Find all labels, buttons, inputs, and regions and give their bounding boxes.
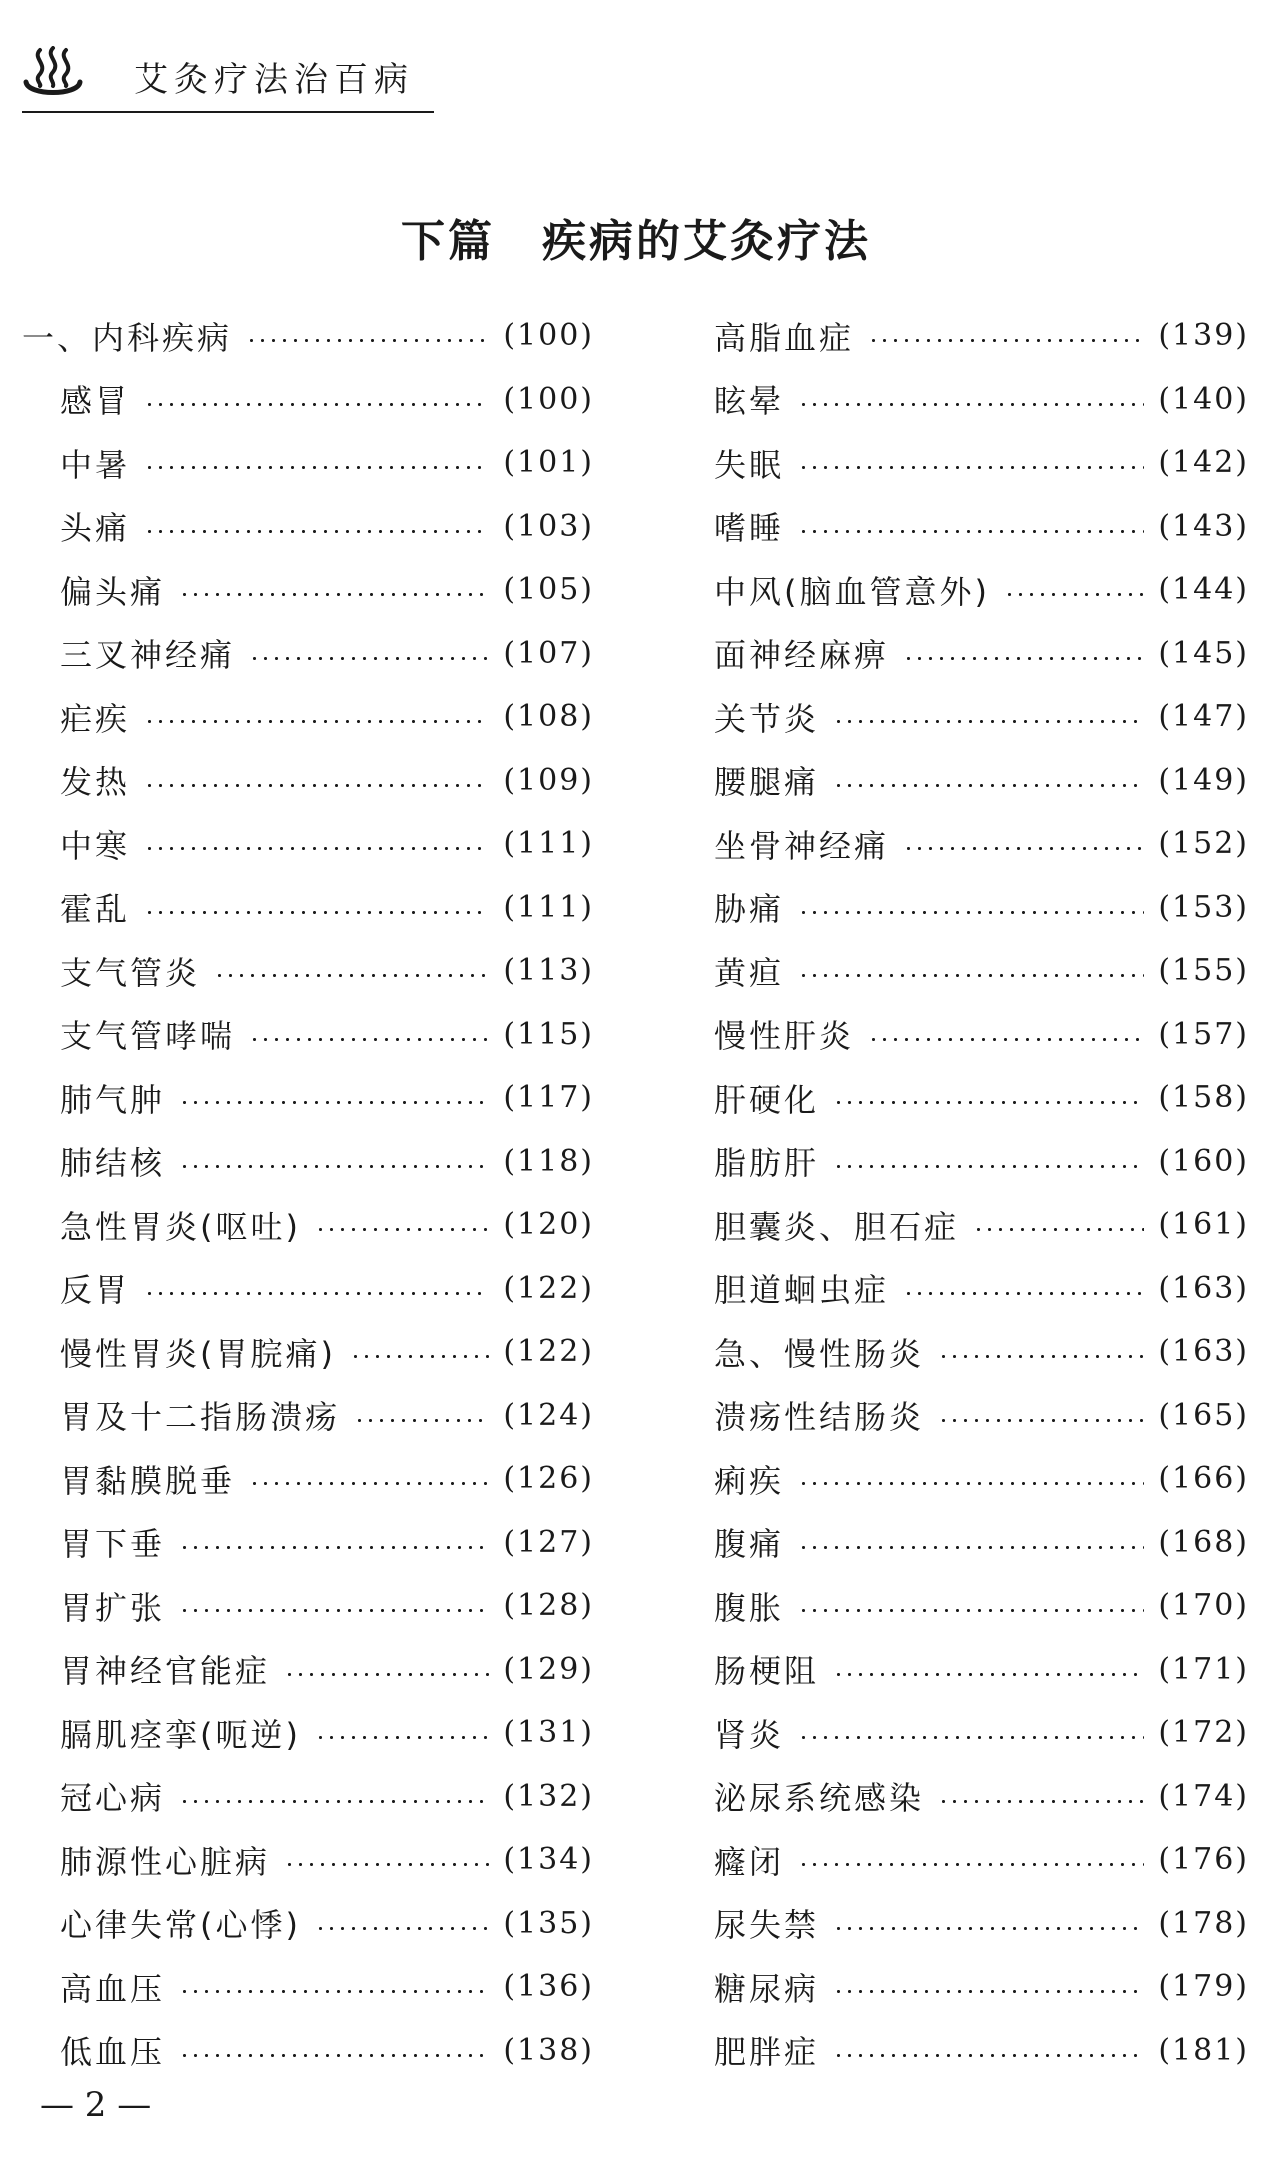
toc-entry	[714, 812, 1249, 876]
toc-entry-page: (100)	[503, 381, 594, 417]
toc-entry-title: 痢疾	[714, 1461, 785, 1500]
dot-leader	[798, 466, 1144, 469]
dot-leader	[798, 974, 1144, 977]
toc-entry-page: (163)	[1158, 1270, 1249, 1306]
toc-entry-page: (166)	[1158, 1461, 1249, 1497]
toc-entry	[22, 1066, 594, 1130]
toc-entry	[714, 304, 1249, 368]
toc-entry-title: 腹痛	[714, 1525, 785, 1564]
toc-entry-page: (157)	[1158, 1016, 1249, 1052]
running-header	[22, 40, 434, 112]
toc-entry	[714, 1447, 1249, 1511]
toc-entry-title: 肝硬化	[714, 1080, 820, 1119]
dot-leader	[315, 1228, 489, 1231]
dot-leader	[798, 1482, 1144, 1485]
dot-leader	[798, 1546, 1144, 1549]
dot-leader	[938, 1419, 1144, 1422]
toc-entry	[22, 1320, 594, 1384]
dot-leader	[249, 657, 489, 660]
toc-entry-title: 发热	[60, 763, 131, 802]
toc-entry	[714, 1955, 1249, 2019]
toc-entry-page: (132)	[503, 1778, 594, 1814]
toc-entry	[714, 1003, 1249, 1067]
toc-entry-title: 高血压	[60, 1969, 166, 2008]
dot-leader	[903, 657, 1144, 660]
dot-leader	[903, 847, 1144, 850]
toc-entry-title: 胃下垂	[60, 1525, 166, 1564]
toc-entry-title: 胆囊炎、胆石症	[714, 1207, 960, 1246]
dot-leader	[833, 1165, 1144, 1168]
toc-entry	[22, 1955, 594, 2019]
toc-entry-title: 失眠	[714, 445, 785, 484]
toc-entry	[22, 431, 594, 495]
toc-entry	[714, 1511, 1249, 1575]
dot-leader	[179, 593, 489, 596]
dot-leader	[249, 1038, 489, 1041]
toc-entry-page: (115)	[503, 1016, 594, 1052]
dot-leader	[284, 1673, 489, 1676]
header-rule	[22, 111, 434, 113]
toc-entry	[22, 1193, 594, 1257]
toc-entry	[22, 2019, 594, 2083]
dot-leader	[246, 339, 489, 342]
toc-entry-title: 感冒	[60, 382, 131, 421]
dot-leader	[798, 1863, 1144, 1866]
dot-leader	[833, 1927, 1144, 1930]
dot-leader	[833, 720, 1144, 723]
toc-entry	[714, 1892, 1249, 1956]
toc-entry-title: 糖尿病	[714, 1969, 820, 2008]
toc-entry	[714, 1384, 1249, 1448]
dot-leader	[179, 1609, 489, 1612]
toc-entry-title: 心律失常(心悸)	[60, 1906, 301, 1945]
toc-entry-title: 胆道蛔虫症	[714, 1271, 890, 1310]
toc-entry-page: (179)	[1158, 1969, 1249, 2005]
toc-entry	[22, 558, 594, 622]
toc-entry-title: 肠梗阻	[714, 1652, 820, 1691]
toc-entry-page: (124)	[503, 1397, 594, 1433]
toc-entry-title: 高脂血症	[714, 318, 855, 357]
dot-leader	[179, 1165, 489, 1168]
dot-leader	[350, 1355, 489, 1358]
dot-leader	[144, 403, 489, 406]
dot-leader	[179, 1990, 489, 1993]
toc-entry	[22, 1003, 594, 1067]
toc-entry-page: (142)	[1158, 445, 1249, 481]
dot-leader	[798, 530, 1144, 533]
toc-entry-title: 尿失禁	[714, 1906, 820, 1945]
dot-leader	[179, 1546, 489, 1549]
dot-leader	[833, 1990, 1144, 1993]
dot-leader	[973, 1228, 1144, 1231]
toc-entry-title: 肥胖症	[714, 2033, 820, 2072]
toc-entry-page: (163)	[1158, 1334, 1249, 1370]
steam-icon	[22, 46, 84, 100]
toc-entry-title: 慢性胃炎(胃脘痛)	[60, 1334, 336, 1373]
toc-entry-page: (105)	[503, 572, 594, 608]
toc-entry	[22, 1511, 594, 1575]
dot-leader	[798, 1736, 1144, 1739]
dot-leader	[938, 1800, 1144, 1803]
toc-entry	[22, 622, 594, 686]
toc-entry-title: 中暑	[60, 445, 131, 484]
toc-entry-page: (100)	[503, 318, 594, 354]
dot-leader	[1004, 593, 1144, 596]
toc-entry-title: 关节炎	[714, 699, 820, 738]
toc-entry-title: 胁痛	[714, 890, 785, 929]
toc-entry-title: 霍乱	[60, 890, 131, 929]
page-title: 下篇 疾病的艾灸疗法	[401, 216, 871, 267]
toc-entry-title: 胃及十二指肠溃疡	[60, 1398, 341, 1437]
toc-entry	[22, 1892, 594, 1956]
toc-left-column	[22, 304, 594, 2082]
toc-entry	[22, 1765, 594, 1829]
dot-leader	[179, 1101, 489, 1104]
toc-entry-page: (178)	[1158, 1905, 1249, 1941]
toc-entry	[22, 749, 594, 813]
dot-leader	[179, 1800, 489, 1803]
toc-entry-page: (103)	[503, 508, 594, 544]
toc-entry	[714, 1638, 1249, 1702]
toc-entry-page: (131)	[503, 1715, 594, 1751]
toc-entry	[714, 1066, 1249, 1130]
toc-entry-page: (158)	[1158, 1080, 1249, 1116]
toc-entry-page: (149)	[1158, 762, 1249, 798]
toc-entry-page: (128)	[503, 1588, 594, 1624]
toc-entry-title: 冠心病	[60, 1779, 166, 1818]
toc-entry	[22, 368, 594, 432]
toc-entry	[22, 1638, 594, 1702]
toc-entry-page: (118)	[503, 1143, 594, 1179]
toc-entry-title: 肺源性心脏病	[60, 1842, 271, 1881]
running-header-title: 艾灸疗法治百病	[134, 60, 414, 100]
toc-entry-title: 胃黏膜脱垂	[60, 1461, 236, 1500]
toc-entry-page: (144)	[1158, 572, 1249, 608]
toc-entry-page: (111)	[503, 889, 594, 925]
toc-entry-title: 肾炎	[714, 1715, 785, 1754]
toc-entry	[714, 558, 1249, 622]
toc-entry	[714, 622, 1249, 686]
toc-entry-title: 头痛	[60, 509, 131, 548]
dot-leader	[144, 847, 489, 850]
toc-entry-title: 癃闭	[714, 1842, 785, 1881]
toc-entry	[714, 1765, 1249, 1829]
toc-entry-title: 面神经麻痹	[714, 636, 890, 675]
toc-entry-title: 反胃	[60, 1271, 131, 1310]
toc-entry-title: 支气管炎	[60, 953, 201, 992]
toc-entry-page: (139)	[1158, 318, 1249, 354]
toc-entry-page: (153)	[1158, 889, 1249, 925]
dot-leader	[833, 784, 1144, 787]
toc-entry	[22, 1828, 594, 1892]
toc-entry	[714, 1320, 1249, 1384]
toc-entry	[714, 749, 1249, 813]
toc-entry-page: (127)	[503, 1524, 594, 1560]
toc-entry	[22, 685, 594, 749]
toc-entry	[714, 1193, 1249, 1257]
toc-entry-page: (140)	[1158, 381, 1249, 417]
toc-entry	[714, 1130, 1249, 1194]
toc-entry-page: (147)	[1158, 699, 1249, 735]
toc-entry-page: (174)	[1158, 1778, 1249, 1814]
toc-entry	[22, 1257, 594, 1321]
toc-entry-page: (107)	[503, 635, 594, 671]
toc-entry	[22, 1130, 594, 1194]
dot-leader	[144, 1292, 489, 1295]
toc-entry-page: (143)	[1158, 508, 1249, 544]
toc-entry-page: (117)	[503, 1080, 594, 1116]
toc-entry-title: 腰腿痛	[714, 763, 820, 802]
toc-entry	[22, 495, 594, 559]
dot-leader	[868, 339, 1144, 342]
toc-entry-page: (113)	[503, 953, 594, 989]
toc-entry-page: (138)	[503, 2032, 594, 2068]
toc-entry-title: 低血压	[60, 2033, 166, 2072]
dot-leader	[315, 1736, 489, 1739]
dot-leader	[833, 1101, 1144, 1104]
toc-entry-title: 肺气肿	[60, 1080, 166, 1119]
toc-entry-title: 腹胀	[714, 1588, 785, 1627]
dot-leader	[798, 403, 1144, 406]
toc-entry-page: (129)	[503, 1651, 594, 1687]
toc-entry-title: 胃神经官能症	[60, 1652, 271, 1691]
dot-leader	[284, 1863, 489, 1866]
dot-leader	[868, 1038, 1144, 1041]
toc-entry-title: 三叉神经痛	[60, 636, 236, 675]
toc-entry-page: (155)	[1158, 953, 1249, 989]
toc-entry	[22, 1384, 594, 1448]
toc-entry	[714, 368, 1249, 432]
dot-leader	[144, 466, 489, 469]
toc-entry-title: 慢性肝炎	[714, 1017, 855, 1056]
dot-leader	[798, 1609, 1144, 1612]
toc-entry	[22, 812, 594, 876]
dot-leader	[833, 1673, 1144, 1676]
toc-entry-title: 坐骨神经痛	[714, 826, 890, 865]
toc-entry	[22, 1574, 594, 1638]
dot-leader	[144, 530, 489, 533]
toc-entry-page: (122)	[503, 1270, 594, 1306]
toc-entry-page: (134)	[503, 1842, 594, 1878]
toc-entry-title: 黄疸	[714, 953, 785, 992]
dot-leader	[214, 974, 489, 977]
dot-leader	[315, 1927, 489, 1930]
toc-entry-page: (161)	[1158, 1207, 1249, 1243]
dot-leader	[179, 2054, 489, 2057]
toc-entry-page: (136)	[503, 1969, 594, 2005]
toc-entry	[22, 304, 594, 368]
toc-entry-title: 疟疾	[60, 699, 131, 738]
toc-entry-page: (145)	[1158, 635, 1249, 671]
toc-entry-page: (111)	[503, 826, 594, 862]
toc-entry-page: (135)	[503, 1905, 594, 1941]
toc-entry-title: 眩晕	[714, 382, 785, 421]
toc-entry-page: (152)	[1158, 826, 1249, 862]
toc-entry-title: 溃疡性结肠炎	[714, 1398, 925, 1437]
toc-entry-title: 脂肪肝	[714, 1144, 820, 1183]
toc-entry-title: 支气管哮喘	[60, 1017, 236, 1056]
toc-entry-page: (120)	[503, 1207, 594, 1243]
toc-entry-title: 急、慢性肠炎	[714, 1334, 925, 1373]
toc-entry-page: (171)	[1158, 1651, 1249, 1687]
toc-entry	[714, 939, 1249, 1003]
toc-entry-page: (176)	[1158, 1842, 1249, 1878]
toc-entry	[714, 1828, 1249, 1892]
dot-leader	[903, 1292, 1144, 1295]
toc-entry-page: (108)	[503, 699, 594, 735]
dot-leader	[144, 784, 489, 787]
dot-leader	[833, 2054, 1144, 2057]
toc-entry	[714, 431, 1249, 495]
toc-entry-title: 泌尿系统感染	[714, 1779, 925, 1818]
toc-entry-page: (168)	[1158, 1524, 1249, 1560]
dot-leader	[938, 1355, 1144, 1358]
toc-entry	[22, 1701, 594, 1765]
toc-entry	[714, 495, 1249, 559]
toc-entry-page: (172)	[1158, 1715, 1249, 1751]
toc-entry-title: 急性胃炎(呕吐)	[60, 1207, 301, 1246]
toc-entry	[22, 876, 594, 940]
dot-leader	[249, 1482, 489, 1485]
toc-entry	[714, 685, 1249, 749]
toc-entry	[714, 1257, 1249, 1321]
toc-entry	[22, 1447, 594, 1511]
toc-entry-title: 一、内科疾病	[22, 318, 233, 357]
toc-entry-page: (170)	[1158, 1588, 1249, 1624]
toc-entry-title: 嗜睡	[714, 509, 785, 548]
toc-entry-title: 膈肌痉挛(呃逆)	[60, 1715, 301, 1754]
toc-entry-page: (109)	[503, 762, 594, 798]
toc-entry	[714, 1701, 1249, 1765]
toc-entry	[714, 876, 1249, 940]
toc-entry	[714, 2019, 1249, 2083]
dot-leader	[354, 1419, 489, 1422]
dot-leader	[144, 911, 489, 914]
toc-right-column	[714, 304, 1249, 2082]
toc-entry-page: (160)	[1158, 1143, 1249, 1179]
toc-entry-page: (101)	[503, 445, 594, 481]
toc-entry-page: (181)	[1158, 2032, 1249, 2068]
toc-entry-page: (122)	[503, 1334, 594, 1370]
toc-entry	[22, 939, 594, 1003]
toc-entry-title: 肺结核	[60, 1144, 166, 1183]
toc-entry-title: 偏头痛	[60, 572, 166, 611]
dot-leader	[144, 720, 489, 723]
page-number: — 2 —	[40, 2085, 152, 2125]
toc-entry-page: (165)	[1158, 1397, 1249, 1433]
toc-entry-title: 胃扩张	[60, 1588, 166, 1627]
toc-entry-title: 中寒	[60, 826, 131, 865]
toc-entry	[714, 1574, 1249, 1638]
dot-leader	[798, 911, 1144, 914]
toc-entry-title: 中风(脑血管意外)	[714, 572, 990, 611]
toc-entry-page: (126)	[503, 1461, 594, 1497]
